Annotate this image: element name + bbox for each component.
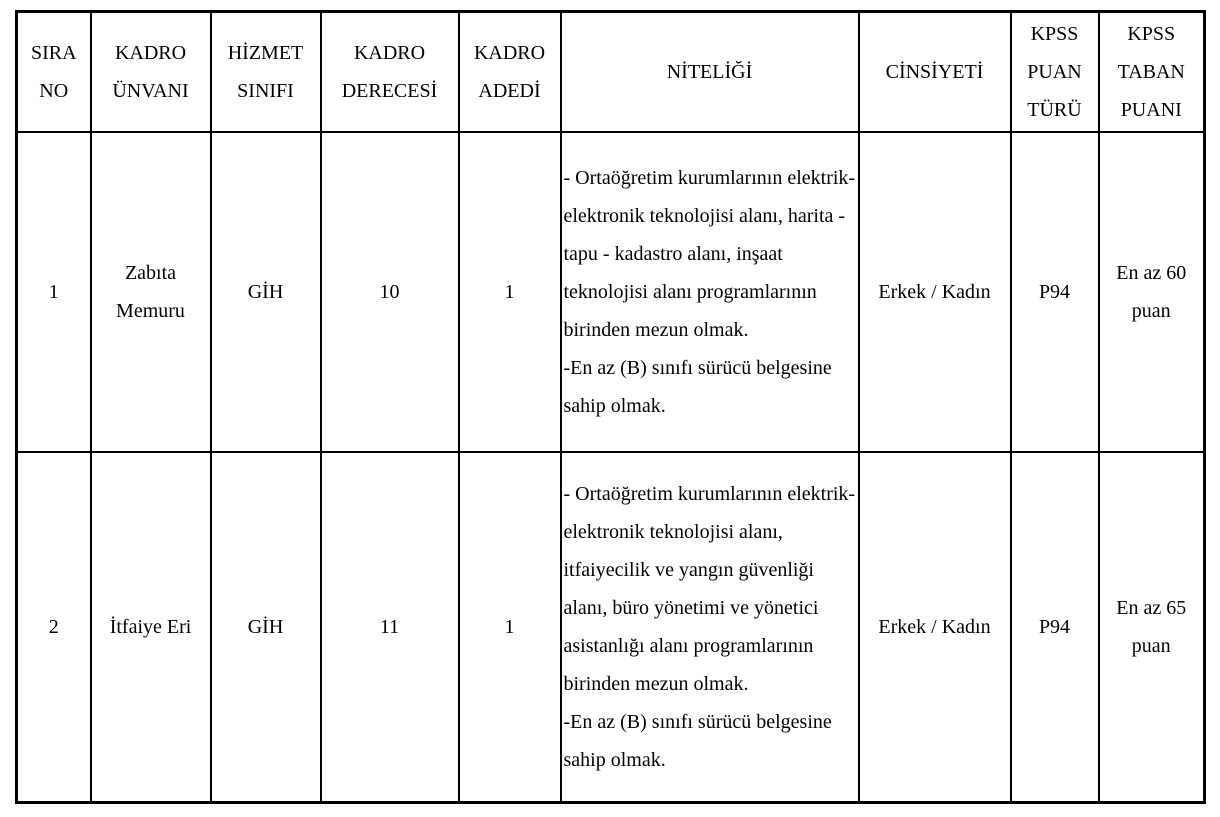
cell-niteligi [561, 132, 859, 452]
cell-cinsiyeti: Erkek / Kadın [859, 452, 1011, 803]
cell-kadro-unvani: İtfaiye Eri [91, 452, 211, 803]
header-row [17, 12, 1205, 132]
cell-kadro-unvani: Zabıta Memuru [91, 132, 211, 452]
table-row [17, 452, 1205, 803]
qualification-paragraph: - Ortaöğretim kurumlarının elektrik-elektronik teknolojisi alanı, itfaiyecilik ve yangın güvenliği alanı, büro yönetimi ve yönetici asistanlığı alanı programlarının birinden mezun olmak. [563, 482, 856, 695]
qualification-paragraph: -En az (B) sınıfı sürücü belgesine sahip olmak. [563, 356, 832, 417]
qualification-paragraph: -En az (B) sınıfı sürücü belgesine sahip olmak. [563, 710, 832, 771]
cell-sira-no: 1 [17, 132, 91, 452]
qualification-paragraph: - Ortaöğretim kurumlarının elektrik-elektronik teknolojisi alanı, harita - tapu - kadastro alanı, inşaat teknolojisi alanı programlarının birinden mezun olmak. [563, 166, 856, 341]
cell-hizmet-sinifi: GİH [211, 132, 321, 452]
header-cell-kadro-unvani: KADRO ÜNVANI [91, 12, 211, 132]
cell-kpss-taban-puani: En az 60 puan [1099, 132, 1205, 452]
table-header [17, 12, 1205, 132]
cell-kadro-adedi: 1 [459, 132, 561, 452]
cell-hizmet-sinifi: GİH [211, 452, 321, 803]
header-cell-hizmet-sinifi: HİZMET SINIFI [211, 12, 321, 132]
cell-cinsiyeti: Erkek / Kadın [859, 132, 1011, 452]
header-cell-kpss-puan-turu: KPSS PUAN TÜRÜ [1011, 12, 1099, 132]
header-cell-cinsiyeti: CİNSİYETİ [859, 12, 1011, 132]
job-positions-table [15, 10, 1206, 804]
cell-kpss-puan-turu: P94 [1011, 132, 1099, 452]
header-cell-kpss-taban-puani: KPSS TABAN PUANI [1099, 12, 1205, 132]
cell-sira-no: 2 [17, 452, 91, 803]
cell-kadro-adedi: 1 [459, 452, 561, 803]
cell-kadro-derecesi: 10 [321, 132, 459, 452]
table-body [17, 132, 1205, 803]
table-row [17, 132, 1205, 452]
header-cell-kadro-adedi: KADRO ADEDİ [459, 12, 561, 132]
cell-niteligi [561, 452, 859, 803]
header-cell-niteligi: NİTELİĞİ [561, 12, 859, 132]
header-cell-sira-no: SIRA NO [17, 12, 91, 132]
cell-kpss-taban-puani: En az 65 puan [1099, 452, 1205, 803]
header-cell-kadro-derecesi: KADRO DERECESİ [321, 12, 459, 132]
cell-kadro-derecesi: 11 [321, 452, 459, 803]
cell-kpss-puan-turu: P94 [1011, 452, 1099, 803]
